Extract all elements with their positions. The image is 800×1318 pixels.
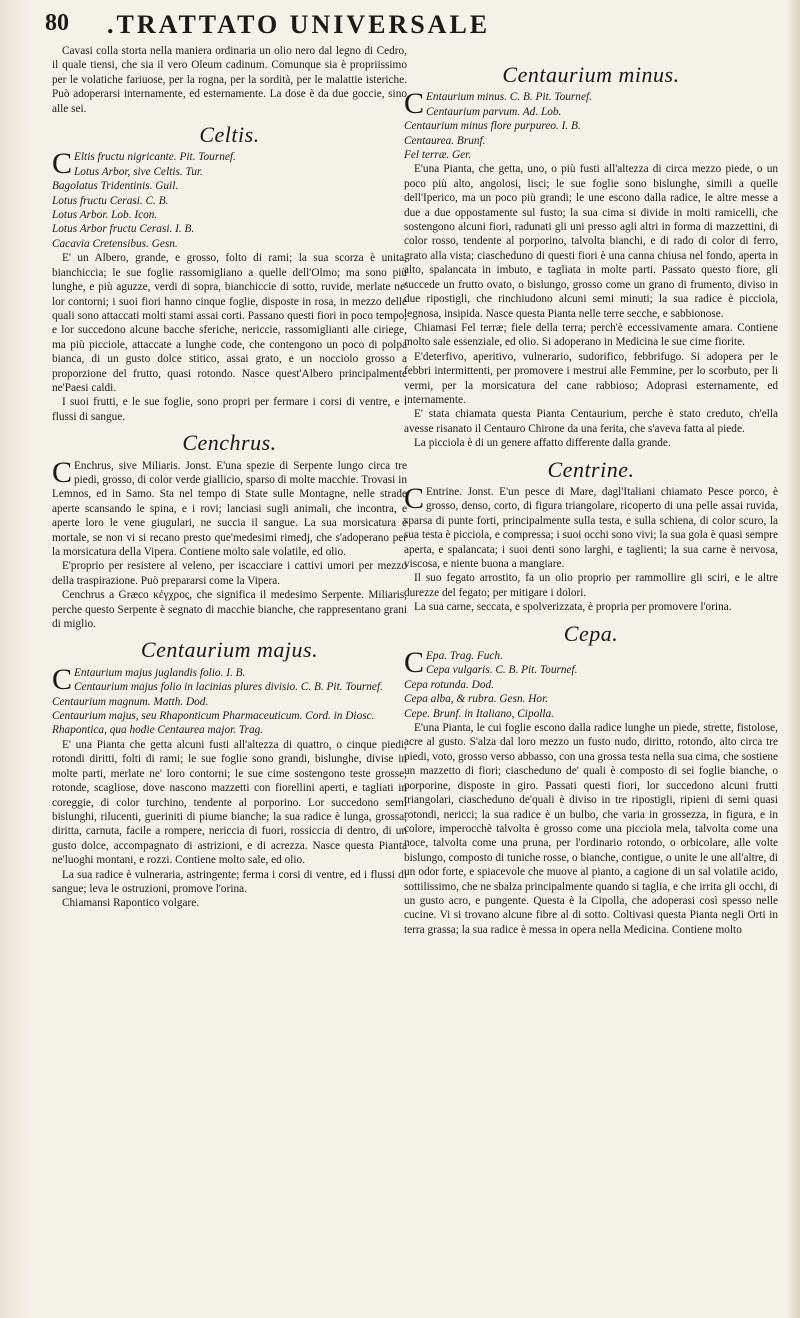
- synonym: Lotus fructu Cerasi. C. B.: [52, 194, 169, 207]
- body-paragraph: E'deterfivo, aperitivo, vulnerario, sudorifico, febbrifugo. Si adopera per le febbri intermittenti, per promovere i mestrui alle Femmine, per lo scorbuto, per li vermi, per la morsicatura del cane rabbioso; Adoprasi esternamente, ed internamente.: [404, 350, 778, 406]
- body-paragraph: La picciola è di un genere affatto differente dalla grande.: [414, 437, 671, 450]
- body-paragraph: C Entrine. Jonst. E'un pesce di Mare, dagl'Italiani chiamato Pesce porco, è grosso, denso, corto, di figura triangolare, ricoperto di una pelle assai ruvida, sparsa di punte forti, principalmente sulla testa, e sulla schiena, di color scuro, la sua testa è picciola, e compressa; i suoi occhi sono vivi; la sua gola è quasi sempre aperta, e spalancata; i suoi denti sono larghi, e taglienti; la sua carne è nervosa, viscosa, e niente buona a mangiare.: [404, 481, 778, 570]
- body-paragraph: Chiamasi Fel terræ; fiele della terra; perch'è eccessivamente amara. Contiene molto sale essenziale, ed olio. Si adoperano in Medicina le sue cime fiorite.: [404, 321, 778, 349]
- drop-cap: C: [404, 87, 425, 121]
- intro-paragraph: Cavasi colla storta nella maniera ordinaria un olio nero dal legno di Cedro, il quale tiensi, che sia il vero Oleum cadinum. Comunque sia è propriissimo per le volatiche fariuose, per la rogna, per la sordità, per le malattie isteriche. Può adoperarsi internamente, ed esternamente. La dose è da due goccie, sino alle sei.: [52, 45, 407, 115]
- synonym: Bagolatus Tridentinis. Guil.: [52, 180, 179, 193]
- synonym: Cepe. Brunf. in Italiano, Cipolla.: [404, 707, 554, 720]
- drop-cap: C: [52, 455, 73, 489]
- body-paragraph: La sua carne, seccata, e spolverizzata, è propria per promovere l'orina.: [414, 601, 732, 614]
- heading-cepa: Cepa.: [563, 620, 619, 646]
- heading-celtis: Celtis.: [199, 122, 260, 148]
- synonym: Cepa rotunda. Dod.: [404, 678, 494, 691]
- synonym: Lotus Arbor fructu Cerasi. I. B.: [52, 223, 195, 236]
- body-paragraph: Il suo fegato arrostito, fa un olio proprio per rammollire gli sciri, e le altre durezze del fegato; per mitigare i dolori.: [404, 572, 778, 599]
- heading-centaurium-minus: Centaurium minus.: [502, 62, 680, 87]
- body-paragraph: I suoi frutti, e le sue foglie, sono propri per fermare i corsi di ventre, e i flussi di sangue.: [52, 396, 407, 423]
- body-paragraph: E' un Albero, grande, e grosso, folto di rami; la sua scorza è unita, bianchiccia; le sue foglie rassomigliano a quelle dell'Olmo; ma sono più lunghe, e più aguzze, verdi di sopra, bianchiccie di sotto, ruvide, merlate ne' lor contorni; i suoi fiori hanno cinque foglie, disposte in rosa, in mezzo delle quali sono attaccati molti stami assai corti. Passano questi fiori in poco tempo, e lor succedono alcune bacche sferiche, nericcie, rassomiglianti alle ciriege, ma più picciole, attaccate a lunghe code, che contengono un poco di polpa bianca, di un gusto dolce stitico, assai grato, e un nocciolo grosso a proporzione del frutto, quasi rotondo. Nasce quest'Albero principalmente ne'Paesi caldi.: [52, 252, 407, 394]
- page-edge-shadow: [786, 0, 800, 1318]
- body-paragraph: E'una Pianta, che getta, uno, o più fusti all'altezza di circa mezzo piede, o un poco più alto, angolosi, lisci; le sue foglie sono bislunghe, simili a quelle dell'Iperico, ma un poco più grandi; le une escono dalla radice, le altre messe a due a due oppostamente sul fusto; la sua cima si divide in molti ramicelli, che sostengono alcuni fiori, radunati gli uni presso agli altri in forma di mazzettini, di color rosso, tendente al porporino, talvolta bianchi, e di rado di color di ferro, grato alla vista; ciascheduno di questi fiori è una canna chiusa nel fondo, aperta in alto, spalancata in imbuto, e tagliata in molte parti. Passato questo fiore, gli succede un frutto ovato, o bislungo, grosso come un grano di frumento, diviso in due ripostigli, che rinchiudono alcuni semi minuti; la sua radice è picciola, legnosa, insipida. Nasce questa Pianta nelle terre secche, e sabbionose.: [404, 163, 778, 320]
- drop-cap: C: [404, 481, 425, 515]
- body-paragraph: E' stata chiamata questa Pianta Centaurium, perche è stato creduto, ch'ella avesse risanato il Centauro Chirone da una ferita, che s'aveva fatta al piede.: [404, 408, 778, 435]
- synonym: C Entaurium majus juglandis folio. I. B.: [52, 662, 246, 696]
- drop-cap: C: [52, 147, 73, 181]
- body-paragraph: Cenchrus a Græco κέγχρος, che significa il medesimo Serpente. Miliaris, perche questo Serpente è segnato di macchie bianche, che rappresentano grani di miglio.: [52, 589, 407, 631]
- synonym: Lotus Arbor. Lob. Icon.: [52, 209, 158, 222]
- drop-cap: C: [404, 646, 425, 680]
- synonym: Cacavia Cretensibus. Gesn.: [52, 237, 178, 250]
- synonym: Lotus Arbor, sive Celtis. Tur.: [74, 165, 203, 178]
- body-paragraph: C Enchrus, sive Miliaris. Jonst. E'una spezie di Serpente lungo circa tre piedi, grosso, di color verde giallicio, sparso di molte macchie. Trovasi in Lemnos, ed in Samo. Sta nel tempo di State sulle Montagne, nelle strade aperte scansando le spina, e i rovi; lanciasi sugli animali, che incontra, e aperte loro le vene giugulari, ne succia il sangue. La sua morsicatura è mortale, se non vi si recano presto que'medesimi rimedj, che s'adoperano per la morsicatura della Vipera. Contiene molto sale volatile, ed olio.: [52, 455, 407, 558]
- body-paragraph: E'proprio per resistere al veleno, per iscacciare i cattivi umori per mezzo della traspirazione. Può prepararsi come la Vipera.: [52, 560, 407, 587]
- synonym: Centaurium minus flore purpureo. I. B.: [404, 120, 581, 133]
- page-gutter-shadow: [0, 0, 30, 1318]
- running-title: .TRATTATO UNIVERSALE: [107, 10, 491, 39]
- right-column: [404, 44, 778, 937]
- page-header: [45, 10, 785, 40]
- body-paragraph: E' una Pianta che getta alcuni fusti all'altezza di quattro, o cinque piedi, rotondi diritti, folti di rami; le sue foglie sono grandi, bislunghe, divise in molte parti, merlate ne' loro contorni; le sue cime sostengono teste grosse, rotonde, scagliose, dove nascono mazzetti con fiorellini aperti, e tagliati in coreggie, di color turchino, tendente al porporino. Lor succedono semi bislunghi, rilucenti, gueriniti di piume bianche; la sua radice è lunga, grossa, diritta, carnuta, facile a rompere, nericcia di fuori, rossiccia di dentro, di un gusto dolce, accompagnato di astrizioni, e di acrezza. Nasce questa Pianta ne'luoghi montani, e rozzi. Contiene molto sale, ed olio.: [52, 738, 407, 867]
- synonym: Centaurium magnum. Matth. Dod.: [52, 695, 209, 708]
- heading-centrine: Centrine.: [547, 456, 635, 482]
- body-paragraph: E'una Pianta, le cui foglie escono dalla radice lunghe un piede, strette, fistolose, acre al gusto. S'alza dal loro mezzo un fusto nudo, diritto, rotondo, alto circa tre piedi, voto, grosso verso abbasso, con una grossa testa nella sua cima, che sostiene un mazzetto di fiori; ciascheduno de' quali è composto di sei foglie bianche, o porporine, disposte in giro. Passati questi fiori, lor succedono alcuni frutti triangolari, ciascheduno de'quali è diviso in tre ripostigli, ripieni di semi quasi rotondi, nericci; la sua radice è un bulbo, che varia in grossezza, in figura, e in colore, imperocchè talvolta è grosso come una picciola mela, talvolta come una noce, talvolta come una pruna, per l'ordinario rotondo, o orbicolare, alle volte bislungo, composto di tuniche rosse, o bianche, contigue, o unite le une all'altre, di un odor forte, e spiacevole che muove al pianto, a cagione di un sal volatile acido, sottilissimo, che ne sbalza principalmente quando si taglia, e che irrita gli occhi, di un gusto acro, e pungente. Questa è la Cipolla, che adoperasi così spesso nelle cucine. Vi si trovano alcune fibre al di sotto. Coltivasi questa Pianta negli Orti in terra grassa; la sua radice è messa in opera nella Medicina. Contiene molto: [404, 722, 778, 936]
- synonym: Cepa vulgaris. C. B. Pit. Tournef.: [426, 664, 578, 677]
- synonym: Centaurium parvum. Ad. Lob.: [426, 105, 562, 118]
- heading-centaurium-majus: Centaurium majus.: [140, 637, 319, 663]
- heading-cenchrus: Cenchrus.: [182, 430, 277, 456]
- body-paragraph: La sua radice è vulneraria, astringente; ferma i corsi di ventre, ed i flussi di sangue; leva le ostruzioni, promove l'orina.: [52, 868, 407, 895]
- drop-cap: C: [52, 662, 73, 696]
- synonym: Rhapontica, qua hodie Centaurea major. Trag.: [52, 724, 264, 737]
- synonym: Centaurium majus, seu Rhaponticum Pharmaceuticum. Cord. in Diosc.: [52, 710, 375, 723]
- synonym: Cepa alba, & rubra. Gesn. Hor.: [404, 693, 549, 706]
- synonym: C Eltis fructu nigricante. Pit. Tournef.: [52, 147, 236, 181]
- synonym: Fel terræ. Ger.: [404, 149, 472, 162]
- page-number: 80: [45, 10, 69, 36]
- synonym: Centaurea. Brunf.: [404, 134, 486, 147]
- synonym: Centaurium majus folio in lacinias plures divisio. C. B. Pit. Tournef.: [74, 681, 383, 694]
- synonym: C Entaurium minus. C. B. Pit. Tournef.: [404, 87, 592, 121]
- body-paragraph: Chiamansi Rapontico volgare.: [62, 897, 200, 910]
- synonym: C Epa. Trag. Fuch.: [404, 646, 503, 680]
- left-column: [52, 44, 407, 911]
